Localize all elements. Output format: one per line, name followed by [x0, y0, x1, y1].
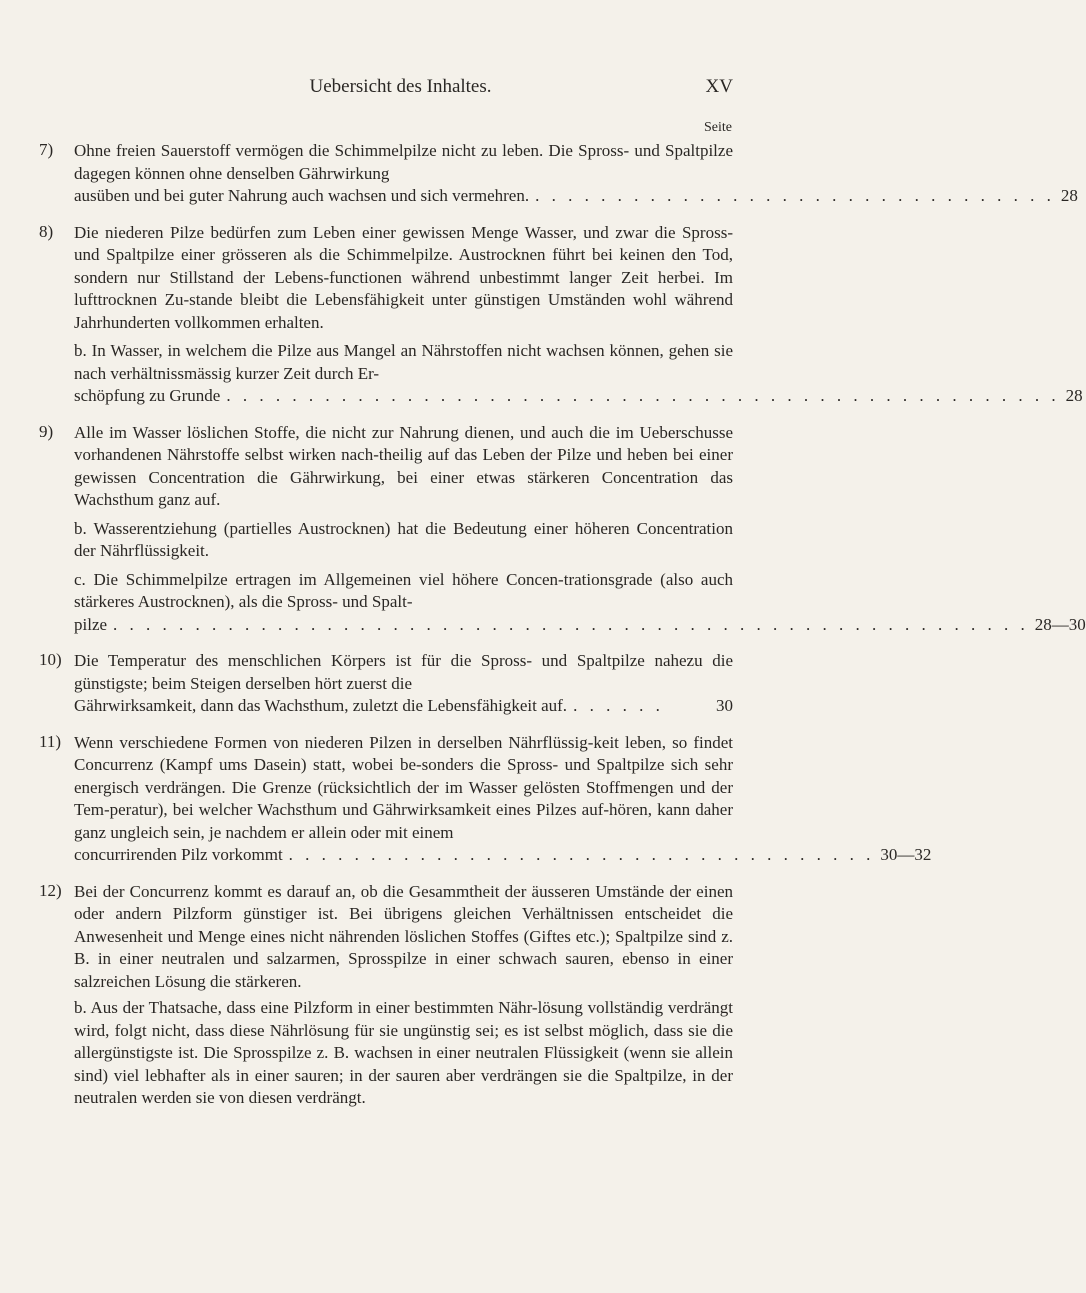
entry-text: Die Temperatur des menschlichen Körpers ist für die Spross- und Spaltpilze nahezu die günstigste; beim Steigen derselben hört zuerst die [74, 651, 733, 693]
entry-text: Bei der Concurrenz kommt es darauf an, ob die Gesammtheit der äusseren Umstände der einen oder andern Pilzform günstiger ist. Bei übrigens gleichen Verhältnissen entscheidet die Anwesenheit und Menge eines nicht nährenden löslichen Stoffes (Giftes etc.); Spaltpilze sind z. B. in einer neutralen und salzarmen, Sprosspilze in einer schwach sauren, ebenso in einer salzreichen Lösung die stärkeren. [74, 881, 733, 991]
toc-entry-11 [0, 731, 932, 867]
toc-entry-9 [0, 421, 1086, 637]
entry-last-line [74, 695, 733, 718]
entry-last-line [74, 614, 1086, 637]
entry-number: 11) [39, 731, 62, 751]
toc-entry-10 [0, 650, 801, 718]
entry-page: 28 [1065, 386, 1083, 405]
entry-sub-b: b. Aus der Thatsache, dass eine Pilzform in einer bestimmten Nähr-lösung vollständig verdrängt wird, folgt nicht, dass diese Nährlösung für sie ungünstig sei; es ist selbst möglich, dass sie die allergünstigste ist. Die Sprosspilze z. B. wachsen in einer neutralen Flüssigkeit (wenn sie allein sind) viel lebhafter als in einer sauren; in der sauren aber verdrängen sie die Spaltpilze, in der neutralen werden sie von diesen verdrängt. [74, 998, 733, 1107]
entry-text: Ohne freien Sauerstoff vermögen die Schimmelpilze nicht zu leben. Die Spross- und Spaltpilze dagegen können ohne denselben Gährwirkung [74, 141, 733, 183]
leader-dots: . . . . . . [573, 696, 664, 715]
entry-page: 28—30 [1034, 614, 1086, 634]
entry-number: 10) [39, 650, 62, 669]
entry-last-line [74, 385, 1083, 408]
entry-number: 8) [39, 221, 54, 241]
header-title: Uebersicht des Inhaltes. [309, 76, 492, 97]
entry-page: 28 [1060, 186, 1078, 205]
entry-sub-b: b. In Wasser, in welchem die Pilze aus Mangel an Nährstoffen nicht wachsen können, gehen sie nach verhältnissmässig kurzer Zeit durch Er- [74, 341, 733, 383]
seite-label: Seite [704, 120, 732, 135]
entry-text: Wenn verschiedene Formen von niederen Pilzen in derselben Nährflüssig-keit leben, so findet Concurrenz (Kampf ums Dasein) statt, wobei be-sonders die Spross- und Spaltpilze sich sehr energisch verdrängen. Die Grenze (rücksichtlich der im Wasser gelösten Stoffmengen und der Tem-peratur), bei welcher Wachsthum und Gährwirksamkeit eines Pilzes auf-hören, kann daher ganz ungleich sein, je nachdem er allein oder mit einem [74, 732, 733, 842]
entry-number: 9) [39, 421, 54, 441]
entry-number: 7) [39, 140, 54, 159]
header-page-number: XV [705, 76, 733, 97]
entry-last-text: schöpfung zu Grunde [74, 386, 221, 405]
entry-last-text: Gährwirksamkeit, dann das Wachsthum, zuletzt die Lebensfähigkeit auf. [74, 696, 568, 715]
entry-number: 12) [39, 880, 62, 900]
entry-page: 30—32 [880, 845, 932, 864]
entry-last-text: pilze [74, 614, 108, 634]
entry-text: Die niederen Pilze bedürfen zum Leben einer gewissen Menge Wasser, und zwar die Spross- und Spaltpilze einer grösseren als die Schimmelpilze. Austrocknen führt bei keinen den Tod, sondern nur Stillstand der Lebens-functionen während unbestimmt langer Zeit herbei. Im lufttrocknen Zu-stande bleibt die Lebensfähigkeit unter günstigen Umständen wohl während Jahrhunderten vollkommen erhalten. [74, 222, 733, 332]
leader-dots: . . . . . . . . . . . . . . . . . . . . . . . . . . . . . . . . [535, 186, 1055, 205]
leader-dots: . . . . . . . . . . . . . . . . . . . . . . . . . . . . . . . . . . . . [288, 845, 875, 864]
running-header [0, 70, 801, 100]
toc-entries [0, 140, 1086, 1110]
leader-dots: . . . . . . . . . . . . . . . . . . . . . . . . . . . . . . . . . . . . . . . . . . . . . . . . . . . [226, 386, 1060, 405]
entry-sub-c: c. Die Schimmelpilze ertragen im Allgemeinen viel höhere Concen-trationsgrade (also auch stärkeres Austrocknen), als die Spross- und Spalt- [74, 569, 733, 611]
toc-entry-7 [0, 140, 1078, 208]
entry-page: 30 [716, 696, 733, 715]
entry-text: Alle im Wasser löslichen Stoffe, die nicht zur Nahrung dienen, und auch die im Ueberschusse vorhandenen Nährstoffe selbst wirken nach-theilig auf das Leben der Pilze und heben bei einer gewissen Concentration die Gährwirkung, bei einer etwas stärkeren Concentration das Wachsthum ganz auf. [74, 422, 733, 509]
leader-dots: . . . . . . . . . . . . . . . . . . . . . . . . . . . . . . . . . . . . . . . . . . . . . . . . . . . . . . . . [113, 614, 1029, 634]
toc-entry-12 [0, 881, 801, 1110]
toc-entry-8 [0, 221, 1083, 408]
entry-last-text: ausüben und bei guter Nahrung auch wachsen und sich vermehren. [74, 186, 530, 205]
entry-last-line [74, 185, 1078, 208]
entry-sub-b: b. Wasserentziehung (partielles Austrocknen) hat die Bedeutung einer höheren Concentration der Nährflüssigkeit. [74, 518, 733, 560]
entry-last-line [74, 844, 932, 867]
entry-last-text: concurrirenden Pilz vorkommt [74, 845, 283, 864]
